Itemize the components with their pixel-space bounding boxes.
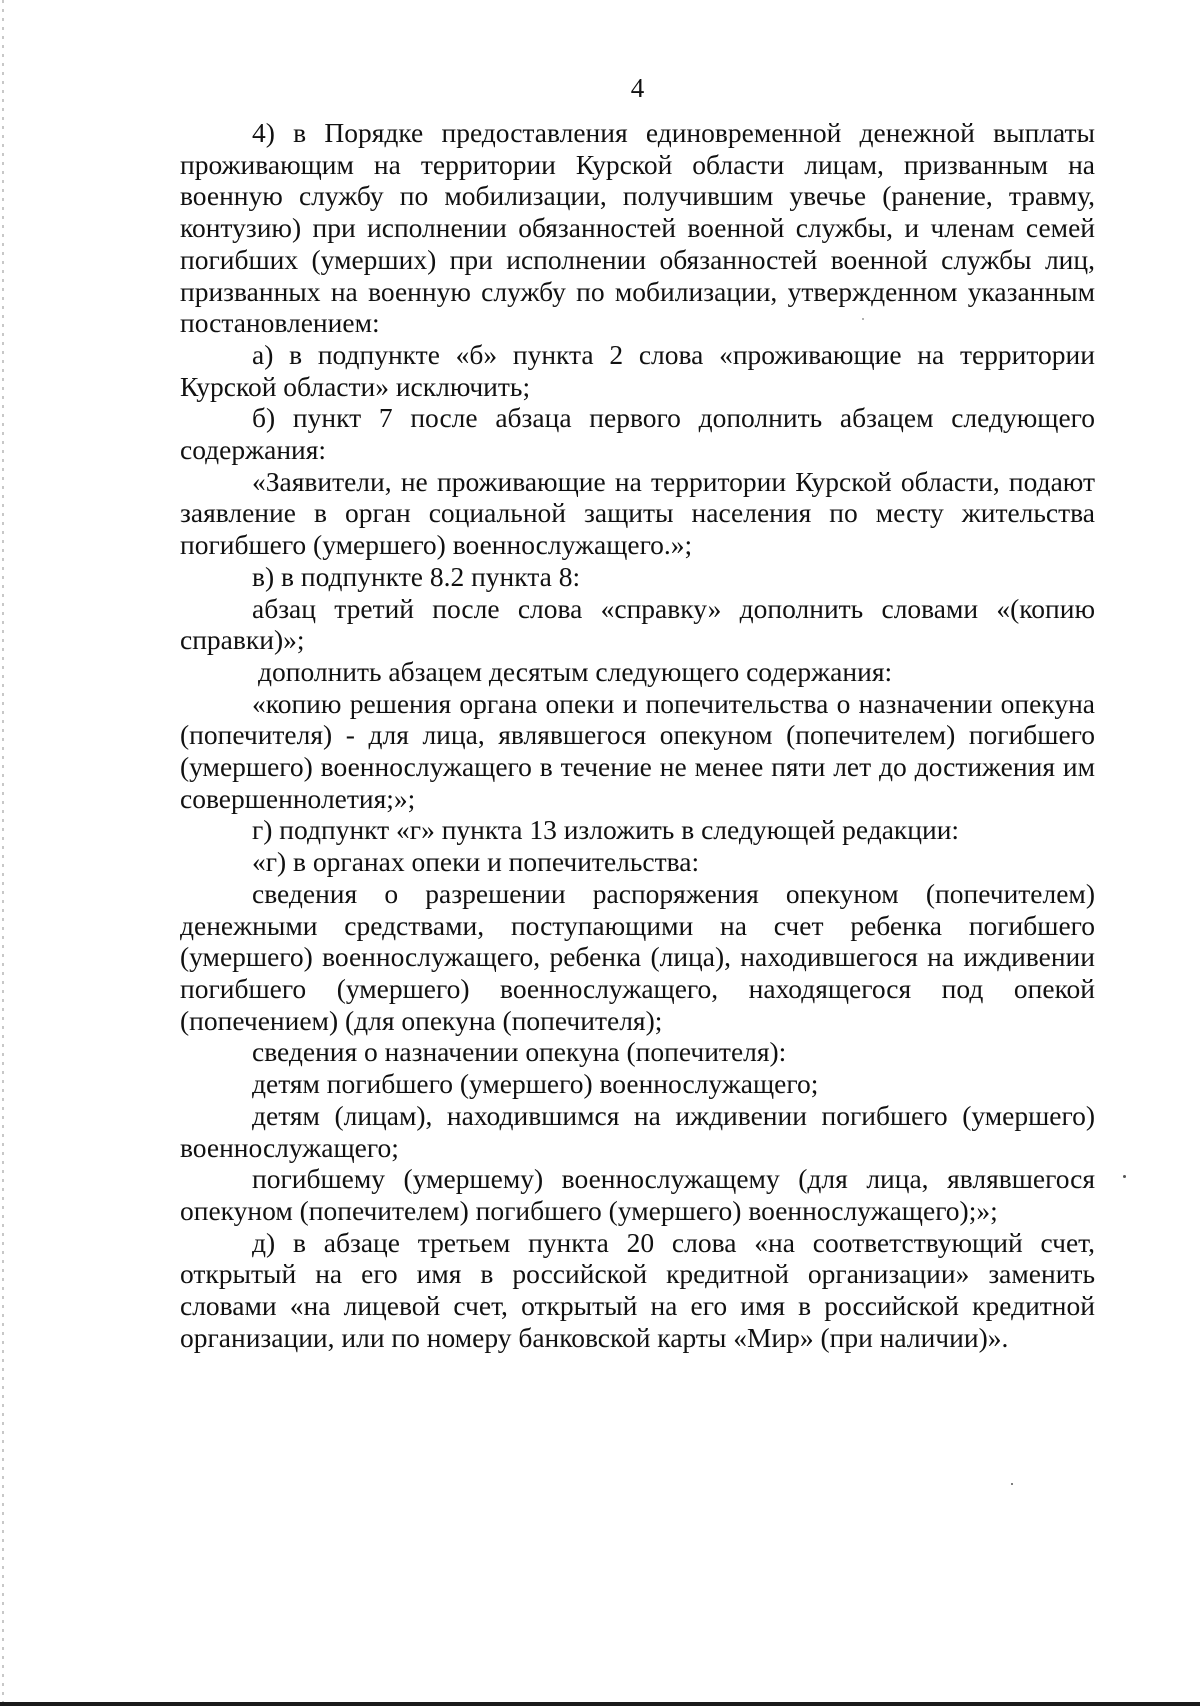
scan-speck (1011, 1483, 1013, 1485)
paragraph-deceased: погибшему (умершему) военнослужащему (для лица, являвшегося опекуном (попечителем) погибшего (умершего) военнослужащего);»; (180, 1163, 1095, 1226)
paragraph-subitem-d: д) в абзаце третьем пункта 20 слова «на соответствующий счет, открытый на его имя в российской кредитной организации» заменить словами «на лицевой счет, открытый на его имя в российской кредитной организации, или по номеру банковской карты «Мир» (при наличии)». (180, 1226, 1095, 1353)
document-body (180, 117, 1095, 1353)
scan-speck (1123, 1175, 1126, 1178)
page-number: 4 (630, 73, 645, 103)
paragraph-quote-guardianship-bodies: «г) в органах опеки и попечительства: (252, 846, 700, 878)
paragraph-quote-applicants: «Заявители, не проживающие на территории Курской области, подают заявление в орган социальной защиты населения по месту жительства погибшего (умершего) военнослужащего.»; (180, 465, 1095, 561)
paragraph-dependents: детям (лицам), находившимся на иждивении погибшего (умершего) военнослужащего; (180, 1099, 1095, 1163)
paragraph-subitem-v: в) в подпункте 8.2 пункта 8: (252, 560, 581, 592)
paragraph-tenth-abzac: дополнить абзацем десятым следующего содержания: (258, 655, 893, 687)
paragraph-amendment-4: 4) в Порядке предоставления единовременной денежной выплаты проживающим на территории Курской области лицам, призванным на военную службу по мобилизации, получившим увечье (ранение, травму, контузию) при исполнении обязанностей военной службы, и членам семей погибших (умерших) при исполнении обязанностей военной службы лиц, призванных на военную службу по мобилизации, утвержденном указанным постановлением: (180, 117, 1095, 339)
paragraph-info-appointment: сведения о назначении опекуна (попечителя): (252, 1036, 787, 1068)
paragraph-subitem-g: г) подпункт «г» пункта 13 изложить в следующей редакции: (252, 814, 960, 846)
paragraph-quote-guardianship-copy: «копию решения органа опеки и попечительства о назначении опекуна (попечителя) - для лица, являвшегося опекуном (попечителем) погибшего (умершего) военнослужащего в течение не менее пяти лет до достижения им совершеннолетия;»; (180, 687, 1095, 814)
scan-bottom-edge (0, 1702, 1200, 1706)
paragraph-subitem-b: б) пункт 7 после абзаца первого дополнить абзацем следующего содержания: (180, 402, 1095, 466)
scan-edge-artifact (2, 0, 4, 1706)
paragraph-third-abzac: абзац третий после слова «справку» дополнить словами «(копию справки)»; (180, 592, 1095, 656)
scan-speck (862, 318, 864, 320)
paragraph-info-permission: сведения о разрешении распоряжения опекуном (попечителем) денежными средствами, поступающими на счет ребенка погибшего (умершего) военнослужащего, ребенка (лица), находившегося на иждивении погибшего (умершего) военнослужащего, находящегося под опекой (попечением) (для опекуна (попечителя); (180, 877, 1095, 1036)
paragraph-children: детям погибшего (умершего) военнослужащего; (252, 1068, 819, 1100)
paragraph-subitem-a: а) в подпункте «б» пункта 2 слова «проживающие на территории Курской области» исключить; (180, 338, 1095, 402)
